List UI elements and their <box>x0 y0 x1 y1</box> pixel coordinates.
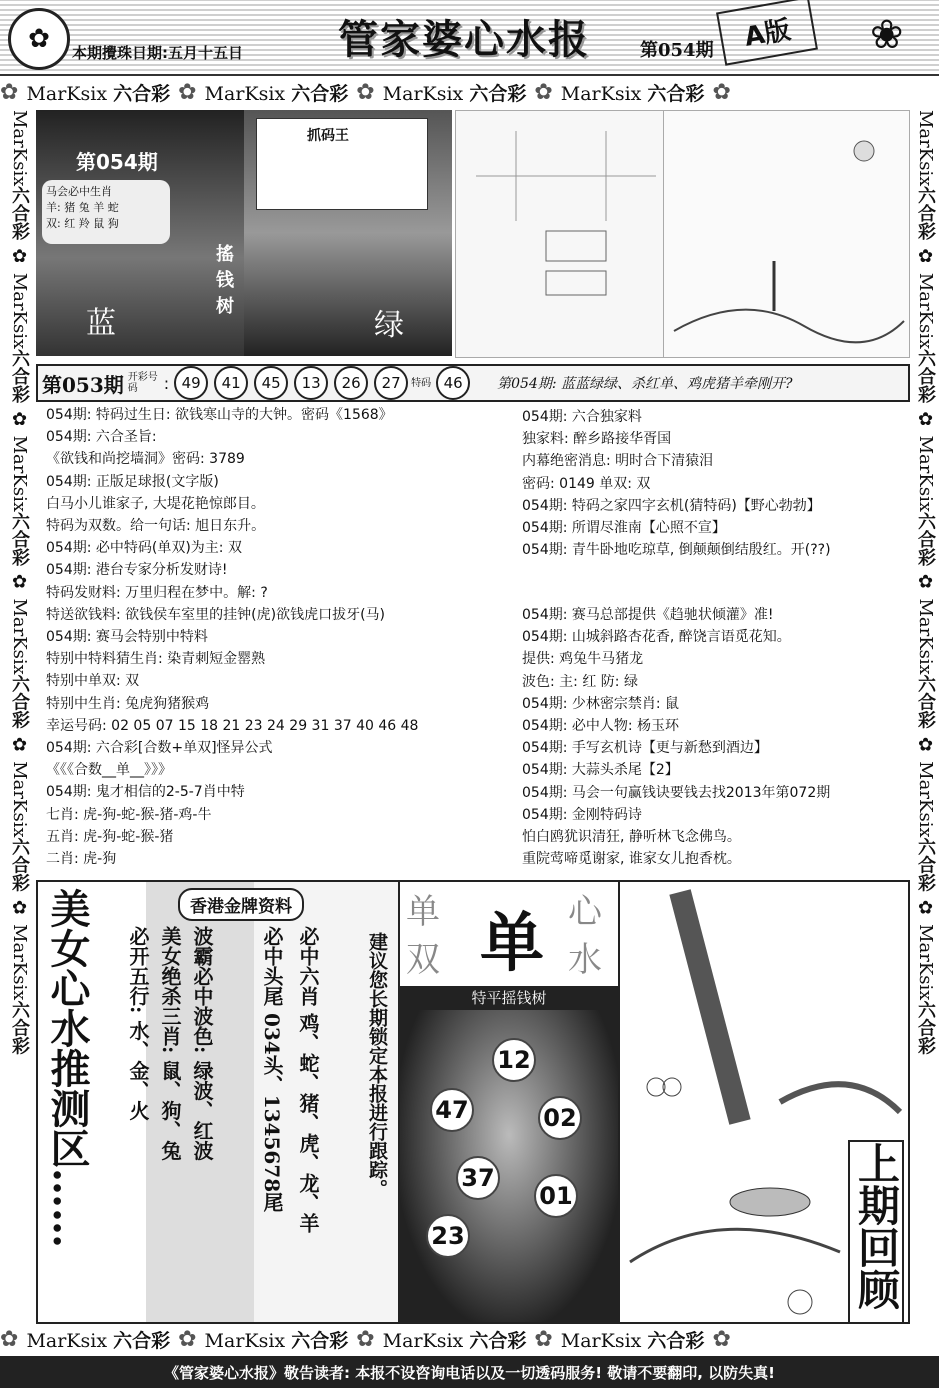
text-line: 054期: 必中特码(单双)为主: 双 <box>46 540 242 557</box>
claw-king-title: 抓码王 <box>307 128 349 144</box>
tree-number: 23 <box>426 1214 470 1258</box>
result-ball: 49 <box>174 366 208 400</box>
text-line: 特码发财料: 万里归程在梦中。解: ? <box>46 584 268 601</box>
text-line: 054期: 山城斜路杏花香, 醉饶言语觅花知。 <box>522 629 791 646</box>
brand-mark: MarKsix 六合彩 <box>204 82 349 105</box>
green-label: 绿 <box>374 308 404 343</box>
tree-photo-panel <box>244 110 452 356</box>
brand-strip-top <box>0 76 939 108</box>
brand-mark: MarKsix 六合彩 <box>26 82 171 105</box>
lotus-icon: ❀ <box>870 12 904 58</box>
zodiac-subtitle: 马会必中生肖 <box>46 185 112 198</box>
result-ball: 13 <box>294 366 328 400</box>
result-ball: 26 <box>334 366 368 400</box>
text-line: 054期: 所谓尽淮南【心照不宣】 <box>522 520 726 537</box>
tree-number: 12 <box>492 1038 536 1082</box>
text-line: 白马小儿谁家子, 大堤花艳惊郎目。 <box>46 495 265 512</box>
tree-trunk-drawing <box>620 882 908 1132</box>
next-prediction: 第054期: 蓝蓝绿绿、杀红单、鸡虎猪羊牵刚开? <box>497 376 793 392</box>
text-line: 特码为双数。给一句话: 旭日东升。 <box>46 518 266 535</box>
special-ball: 46 <box>436 366 470 400</box>
text-line: 054期: 赛马总部提供《趋驰状倾灌》准! <box>522 607 774 623</box>
title-char: 水 <box>568 940 602 980</box>
text-line: 特别中特料猜生肖: 染青刺短金罂熟 <box>46 651 266 668</box>
text-line: 054期: 大蒜头杀尾【2】 <box>522 762 679 779</box>
brand-strip-right: MarKsix六合彩 ✿ MarKsix六合彩 ✿ MarKsix六合彩 ✿ MarKsix六合彩 ✿ MarKsix六合彩 ✿ MarKsix六合彩 <box>915 110 936 1055</box>
tree-number: 01 <box>534 1174 578 1218</box>
reader-notice: 《管家婆心水报》敬告读者: 本报不设咨询电话以及一切透码服务! 敬请不要翻印, 以防失真! <box>0 1356 939 1388</box>
text-line: 054期: 六合独家料 <box>522 409 642 425</box>
text-line: 054期: 正版足球报(文字版) <box>46 473 219 490</box>
money-tree-label: 搖钱树 <box>216 244 234 317</box>
text-line: 《《《合数__单__》》》 <box>46 762 172 779</box>
brand-mark: MarKsix 六合彩 <box>560 1329 705 1352</box>
text-line: 054期: 六合彩[合数+单双]怪异公式 <box>46 740 273 757</box>
prediction-col: 必开五行: 水、金、火 <box>126 926 150 1121</box>
special-label: 特码 <box>411 377 432 389</box>
text-line: 五肖: 虎-狗-蛇-猴-猪 <box>46 828 174 845</box>
flower-icon: ✿ <box>0 1326 19 1352</box>
zodiac-line: 双: 红 羚 鼠 狗 <box>46 217 119 230</box>
text-line: 054期: 鬼才相信的2-5-7肖中特 <box>46 784 245 801</box>
money-tree-panel <box>398 880 620 1324</box>
flower-icon: ✿ <box>356 79 375 105</box>
prediction-col: 必中头尾 034头、1345678尾 <box>260 926 284 1213</box>
brand-mark: MarKsix 六合彩 <box>382 1329 527 1352</box>
flower-icon: ✿ <box>534 79 553 105</box>
draw-date-notice: 本期攪珠日期:五月十五日 <box>72 44 243 62</box>
text-line: 054期: 六合圣旨: <box>46 429 157 446</box>
zodiac-line: 羊: 猪 兔 羊 蛇 <box>46 201 119 214</box>
tracking-advice: 建议您长期锁定本报进行跟踪。 <box>366 932 388 1198</box>
flower-icon: ✿ <box>534 1326 553 1352</box>
beauty-prediction-panel <box>36 880 400 1324</box>
left-text-column <box>46 404 506 870</box>
edition-badge: A版 <box>716 0 818 66</box>
brand-strip-left: MarKsix六合彩 ✿ MarKsix六合彩 ✿ MarKsix六合彩 ✿ MarKsix六合彩 ✿ MarKsix六合彩 ✿ MarKsix六合彩 <box>9 110 30 1055</box>
tree-number: 47 <box>430 1088 474 1132</box>
issue-number: 第054期 <box>640 40 714 61</box>
prediction-col: 必中六肖 鸡、蛇、猪、虎、龙、羊 <box>296 926 320 1233</box>
zodiac-box <box>42 180 170 244</box>
text-line: 054期: 手写玄机诗【更与新愁到酒边】 <box>522 740 768 757</box>
chart-graphic <box>456 111 664 357</box>
text-line: 特别中生肖: 兔虎狗猪猴鸡 <box>46 695 210 712</box>
beauty-vertical-title: 美女心水推测区…… <box>44 888 91 1248</box>
text-line: 二肖: 虎-狗 <box>46 851 117 868</box>
lotus-emblem-icon: ✿ <box>8 8 70 70</box>
result-ball: 41 <box>214 366 248 400</box>
text-line: 内幕绝密消息: 明时合下清猿泪 <box>522 453 714 470</box>
text-line: 054期: 港台专家分析发财诗! <box>46 562 228 579</box>
text-line: 054期: 青牛卧地吃琼草, 倒颠颠倒结殷红。开(??) <box>522 542 831 559</box>
text-line: 独家料: 醉乡路接华胥国 <box>522 431 672 448</box>
result-ball: 45 <box>254 366 288 400</box>
title-char: 心 <box>568 892 602 932</box>
text-line: 054期: 赛马会特别中特料 <box>46 629 208 646</box>
title-char-main: 单 <box>480 906 544 981</box>
result-issue: 第053期 <box>42 372 124 397</box>
prediction-col: 波霸必中波色: 绿波、红波 <box>190 926 214 1161</box>
title-char: 单 <box>406 892 440 932</box>
flower-icon: ✿ <box>712 79 731 105</box>
brand-mark: MarKsix 六合彩 <box>26 1329 171 1352</box>
text-line: 054期: 少林密宗禁肖: 鼠 <box>522 695 680 712</box>
flower-icon: ✿ <box>178 1326 197 1352</box>
statistics-chart-panel <box>455 110 665 358</box>
result-sub: 开彩号码 <box>127 372 158 394</box>
text-line: 提供: 鸡兔牛马猪龙 <box>522 651 644 668</box>
review-title: 上期回顾 <box>848 1140 904 1324</box>
prediction-col: 美女绝杀三肖: 鼠、狗、兔 <box>158 926 182 1161</box>
blue-label: 蓝 <box>86 306 116 341</box>
text-line: 《欲钱和尚挖墙洞》密码: 3789 <box>46 451 245 468</box>
flower-icon: ✿ <box>712 1326 731 1352</box>
brand-mark: MarKsix 六合彩 <box>382 82 527 105</box>
flower-icon: ✿ <box>0 79 19 105</box>
colon: : <box>163 373 170 393</box>
flower-icon: ✿ <box>356 1326 375 1352</box>
text-line: 054期: 必中人物: 杨玉环 <box>522 718 680 735</box>
text-line: 重院莺啼觅谢家, 谁家女儿抱香枕。 <box>522 851 741 868</box>
text-line: 054期: 金刚特码诗 <box>522 806 642 823</box>
right-text-column-bottom <box>522 604 902 870</box>
last-review-panel <box>618 880 910 1324</box>
text-line: 七肖: 虎-狗-蛇-猴-猪-鸡-牛 <box>46 806 212 823</box>
tree-number: 37 <box>456 1156 500 1200</box>
text-line: 054期: 马会一句赢钱诀要钱去找2013年第072期 <box>522 784 831 801</box>
gold-banner: 香港金牌资料 <box>178 888 304 921</box>
brand-mark: MarKsix 六合彩 <box>204 1329 349 1352</box>
brand-mark: MarKsix 六合彩 <box>560 82 705 105</box>
text-line: 054期: 特码过生日: 欲钱寒山寺的大钟。密码《1568》 <box>46 407 393 423</box>
title-char: 双 <box>406 940 440 980</box>
ink-landscape-panel <box>663 110 910 358</box>
text-line: 幸运号码: 02 05 07 15 18 21 23 24 29 31 37 40 46 48 <box>46 717 419 734</box>
right-text-column-top <box>522 406 902 561</box>
text-line: 密码: 0149 单双: 双 <box>522 475 651 492</box>
text-line: 054期: 特码之家四字玄机(猜特码)【野心勃勃】 <box>522 497 821 514</box>
last-draw-results <box>36 364 910 402</box>
panel-issue: 第054期 <box>76 150 158 174</box>
masthead <box>0 0 939 76</box>
page-title: 管家婆心水报 <box>338 16 590 63</box>
brand-strip-bottom <box>0 1322 939 1356</box>
text-line: 怕白鸥犹识清狂, 静听林飞念佛鸟。 <box>522 829 741 846</box>
text-line: 波色: 主: 红 防: 绿 <box>522 673 638 690</box>
tiger-drawing <box>620 1132 850 1322</box>
text-line: 特送欲钱料: 欲钱侯车室里的挂钟(虎)欲钱虎口拔牙(马) <box>46 606 386 623</box>
claw-king-card <box>256 118 428 210</box>
flower-icon: ✿ <box>178 79 197 105</box>
horse-fortune-panel <box>36 110 244 356</box>
result-ball: 27 <box>374 366 408 400</box>
tree-number: 02 <box>538 1096 582 1140</box>
money-tree-banner: 特平摇钱树 <box>400 986 618 1010</box>
text-line: 特别中单双: 双 <box>46 673 140 690</box>
landscape-drawing <box>664 111 909 357</box>
